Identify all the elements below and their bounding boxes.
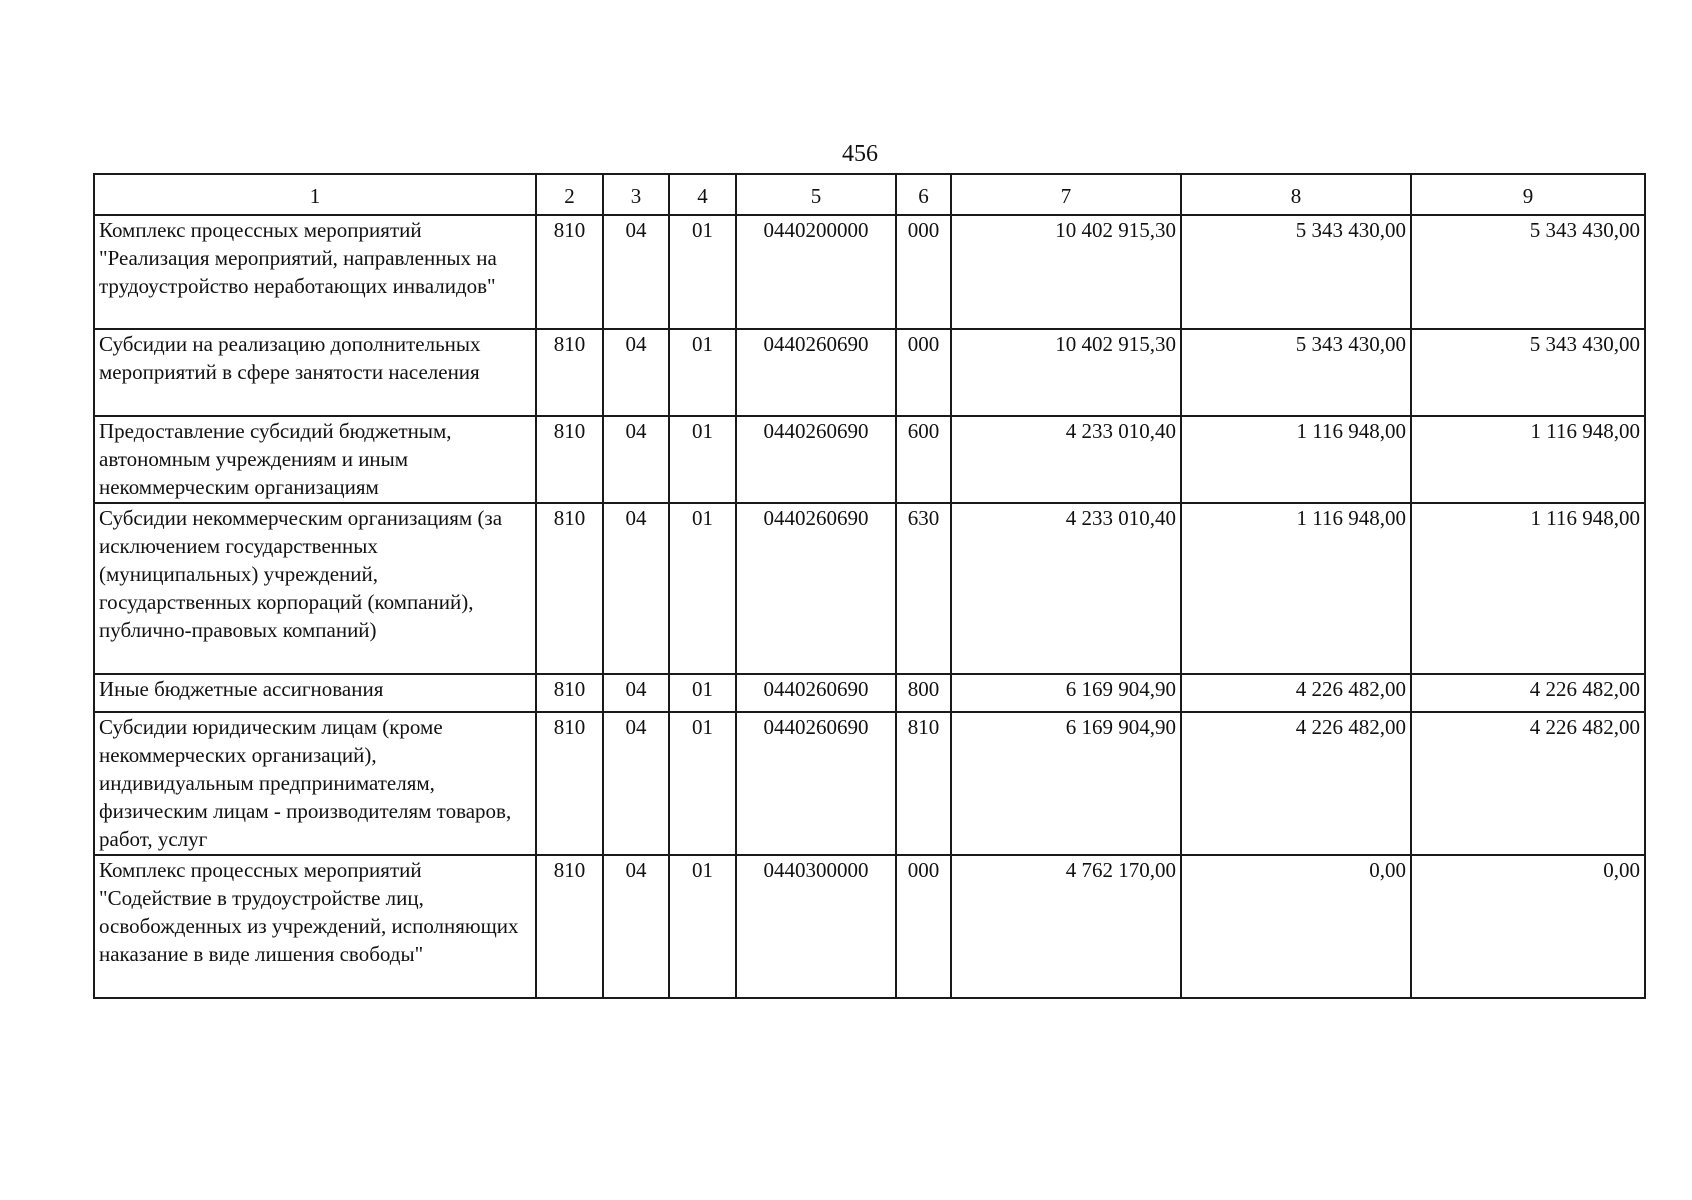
row-code-6: 600: [896, 416, 951, 503]
row-code-6: 630: [896, 503, 951, 674]
row-code-2: 810: [536, 329, 603, 416]
row-code-3: 04: [603, 855, 669, 998]
header-col-6: 6: [896, 174, 951, 215]
table-row: [94, 503, 1645, 674]
row-code-2: 810: [536, 503, 603, 674]
row-code-2: 810: [536, 712, 603, 855]
row-name: Комплекс процессных мероприятий "Реализация мероприятий, направленных на трудоустройство неработающих инвалидов": [94, 215, 536, 329]
row-code-5: 0440260690: [736, 674, 896, 712]
row-amount-9: 0,00: [1411, 855, 1645, 998]
table-row: [94, 215, 1645, 329]
header-col-5: 5: [736, 174, 896, 215]
row-code-5: 0440260690: [736, 329, 896, 416]
row-amount-8: 5 343 430,00: [1181, 215, 1411, 329]
row-code-6: 000: [896, 855, 951, 998]
row-code-4: 01: [669, 503, 736, 674]
row-code-3: 04: [603, 215, 669, 329]
table-row: [94, 674, 1645, 712]
row-code-3: 04: [603, 712, 669, 855]
row-code-2: 810: [536, 215, 603, 329]
header-col-9: 9: [1411, 174, 1645, 215]
row-name: Предоставление субсидий бюджетным, автономным учреждениям и иным некоммерческим организациям: [94, 416, 536, 503]
row-amount-9: 4 226 482,00: [1411, 712, 1645, 855]
row-code-4: 01: [669, 712, 736, 855]
row-code-6: 810: [896, 712, 951, 855]
header-col-1: 1: [94, 174, 536, 215]
table-header-row: [94, 174, 1645, 215]
row-code-2: 810: [536, 855, 603, 998]
table-row: [94, 329, 1645, 416]
row-code-4: 01: [669, 674, 736, 712]
row-code-2: 810: [536, 416, 603, 503]
row-amount-9: 5 343 430,00: [1411, 215, 1645, 329]
row-code-5: 0440200000: [736, 215, 896, 329]
row-code-5: 0440300000: [736, 855, 896, 998]
row-name: Иные бюджетные ассигнования: [94, 674, 536, 712]
row-amount-8: 1 116 948,00: [1181, 503, 1411, 674]
table-row: [94, 855, 1645, 998]
row-amount-7: 10 402 915,30: [951, 329, 1181, 416]
row-amount-7: 10 402 915,30: [951, 215, 1181, 329]
row-code-4: 01: [669, 855, 736, 998]
row-code-6: 800: [896, 674, 951, 712]
row-code-6: 000: [896, 329, 951, 416]
row-amount-7: 6 169 904,90: [951, 712, 1181, 855]
row-amount-7: 4 233 010,40: [951, 416, 1181, 503]
row-amount-9: 1 116 948,00: [1411, 416, 1645, 503]
row-amount-8: 1 116 948,00: [1181, 416, 1411, 503]
row-name: Субсидии некоммерческим организациям (за исключением государственных (муниципальных) учреждений, государственных корпораций (компаний), публично-правовых компаний): [94, 503, 536, 674]
row-code-4: 01: [669, 329, 736, 416]
row-name: Субсидии на реализацию дополнительных мероприятий в сфере занятости населения: [94, 329, 536, 416]
row-code-2: 810: [536, 674, 603, 712]
row-amount-8: 4 226 482,00: [1181, 674, 1411, 712]
row-amount-7: 4 762 170,00: [951, 855, 1181, 998]
header-col-3: 3: [603, 174, 669, 215]
row-code-5: 0440260690: [736, 712, 896, 855]
header-col-7: 7: [951, 174, 1181, 215]
row-amount-7: 6 169 904,90: [951, 674, 1181, 712]
row-amount-8: 4 226 482,00: [1181, 712, 1411, 855]
row-code-3: 04: [603, 416, 669, 503]
row-code-3: 04: [603, 503, 669, 674]
row-code-3: 04: [603, 674, 669, 712]
row-amount-8: 5 343 430,00: [1181, 329, 1411, 416]
row-code-5: 0440260690: [736, 416, 896, 503]
row-code-4: 01: [669, 215, 736, 329]
row-name: Субсидии юридическим лицам (кроме некоммерческих организаций), индивидуальным предпринимателям, физическим лицам - производителям товаров, работ, услуг: [94, 712, 536, 855]
page-number: 456: [842, 141, 878, 167]
row-amount-8: 0,00: [1181, 855, 1411, 998]
header-col-4: 4: [669, 174, 736, 215]
row-code-5: 0440260690: [736, 503, 896, 674]
header-col-2: 2: [536, 174, 603, 215]
row-amount-7: 4 233 010,40: [951, 503, 1181, 674]
row-amount-9: 5 343 430,00: [1411, 329, 1645, 416]
row-code-6: 000: [896, 215, 951, 329]
row-amount-9: 4 226 482,00: [1411, 674, 1645, 712]
table-row: [94, 712, 1645, 855]
row-code-4: 01: [669, 416, 736, 503]
header-col-8: 8: [1181, 174, 1411, 215]
budget-table: [93, 173, 1646, 999]
row-amount-9: 1 116 948,00: [1411, 503, 1645, 674]
row-code-3: 04: [603, 329, 669, 416]
table-row: [94, 416, 1645, 503]
row-name: Комплекс процессных мероприятий "Содействие в трудоустройстве лиц, освобожденных из учреждений, исполняющих наказание в виде лишения свободы": [94, 855, 536, 998]
